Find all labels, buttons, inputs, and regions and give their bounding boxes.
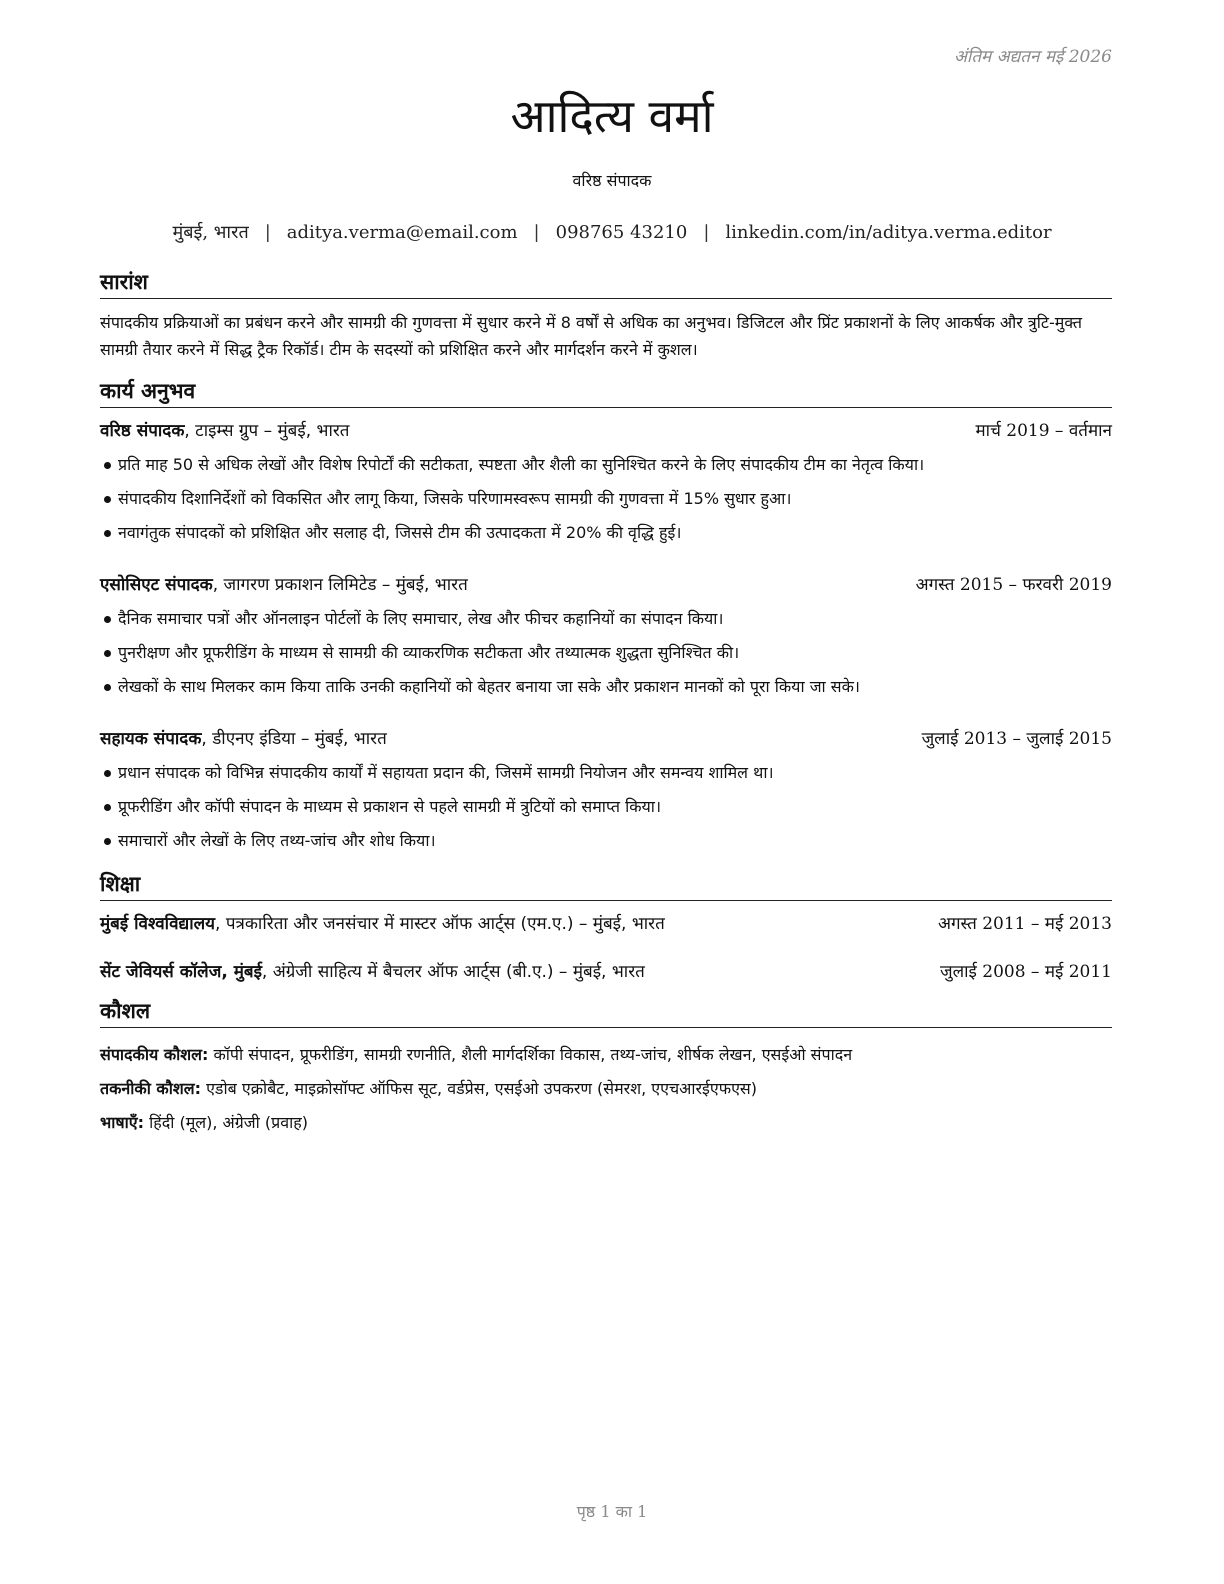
summary-heading: सारांश	[100, 268, 1112, 299]
education-dates: अगस्त 2011 – मई 2013	[937, 914, 1112, 934]
contact-line	[0, 220, 1224, 244]
contact-separator: |	[264, 222, 271, 243]
skill-value: हिंदी (मूल), अंग्रेजी (प्रवाह)	[144, 1113, 309, 1132]
education-entry	[100, 911, 1112, 937]
education-school: मुंबई विश्वविद्यालय	[100, 914, 216, 934]
candidate-role: वरिष्ठ संपादक	[572, 171, 652, 190]
job-bullet: दैनिक समाचार पत्रों और ऑनलाइन पोर्टलों के लिए समाचार, लेख और फीचर कहानियों का संपादन किया।	[100, 602, 1112, 636]
education-heading: शिक्षा	[100, 870, 1112, 901]
job-bullet: संपादकीय दिशानिर्देशों को विकसित और लागू किया, जिसके परिणामस्वरूप सामग्री की गुणवत्ता में 15% सुधार हुआ।	[100, 482, 1112, 516]
skill-value: एडोब एक्रोबैट, माइक्रोसॉफ्ट ऑफिस सूट, वर्डप्रेस, एसईओ उपकरण (सेमरश, एएचआरईएफएस)	[201, 1079, 757, 1098]
job-entry	[100, 726, 1112, 858]
job-bullet: प्रूफरीडिंग और कॉपी संपादन के माध्यम से प्रकाशन से पहले सामग्री में त्रुटियों को समाप्त किया।	[100, 790, 1112, 824]
job-bullet: प्रति माह 50 से अधिक लेखों और विशेष रिपोर्टों की सटीकता, स्पष्टता और शैली का सुनिश्चित करने के लिए संपादकीय टीम का नेतृत्व किया।	[100, 448, 1112, 482]
education-line	[100, 959, 645, 985]
education-dates: जुलाई 2008 – मई 2011	[939, 962, 1112, 982]
job-header	[100, 726, 1112, 752]
job-dates: जुलाई 2013 – जुलाई 2015	[921, 729, 1112, 749]
contact-separator: |	[533, 222, 540, 243]
job-bullet: समाचारों और लेखों के लिए तथ्य-जांच और शोध किया।	[100, 824, 1112, 858]
page-number: पृष्ठ 1 का 1	[576, 1502, 648, 1521]
job-bullets	[100, 448, 1112, 550]
skills-heading: कौशल	[100, 997, 1112, 1028]
skill-label: संपादकीय कौशल:	[100, 1045, 209, 1064]
job-position: सहायक संपादक	[100, 729, 202, 749]
job-title-line	[100, 572, 468, 598]
contact-separator: |	[703, 222, 710, 243]
job-entry	[100, 572, 1112, 704]
candidate-name: आदित्य वर्मा	[510, 89, 714, 143]
job-position: वरिष्ठ संपादक	[100, 421, 185, 441]
contact-phone[interactable]: 098765 43210	[555, 222, 688, 243]
job-header	[100, 572, 1112, 598]
job-title-line	[100, 418, 350, 444]
job-bullet: प्रधान संपादक को विभिन्न संपादकीय कार्यों में सहायता प्रदान की, जिसमें सामग्री नियोजन और समन्वय शामिल था।	[100, 756, 1112, 790]
contact-email[interactable]: aditya.verma@email.com	[286, 222, 518, 243]
skill-value: कॉपी संपादन, प्रूफरीडिंग, सामग्री रणनीति, शैली मार्गदर्शिका विकास, तथ्य-जांच, शीर्षक लेखन, एसईओ संपादन	[208, 1045, 853, 1064]
job-dates: मार्च 2019 – वर्तमान	[975, 421, 1112, 441]
job-entry	[100, 418, 1112, 550]
skill-row	[100, 1106, 1112, 1140]
job-header	[100, 418, 1112, 444]
job-bullet: पुनरीक्षण और प्रूफरीडिंग के माध्यम से सामग्री की व्याकरणिक सटीकता और तथ्यात्मक शुद्धता सुनिश्चित की।	[100, 636, 1112, 670]
education-school: सेंट जेवियर्स कॉलेज, मुंबई	[100, 962, 262, 982]
job-position: एसोसिएट संपादक	[100, 575, 213, 595]
job-bullets	[100, 756, 1112, 858]
contact-linkedin[interactable]: linkedin.com/in/aditya.verma.editor	[725, 222, 1052, 243]
contact-location: मुंबई, भारत	[172, 222, 249, 243]
last-updated: अंतिम अद्यतन मई 2026	[953, 47, 1112, 67]
skill-row	[100, 1072, 1112, 1106]
job-bullet: नवागंतुक संपादकों को प्रशिक्षित और सलाह दी, जिससे टीम की उत्पादकता में 20% की वृद्धि हुई।	[100, 516, 1112, 550]
job-org: , जागरण प्रकाशन लिमिटेड – मुंबई, भारत	[212, 575, 468, 595]
education-line	[100, 911, 665, 937]
resume-content	[100, 268, 1112, 1140]
experience-heading: कार्य अनुभव	[100, 377, 1112, 408]
job-bullet: लेखकों के साथ मिलकर काम किया ताकि उनकी कहानियों को बेहतर बनाया जा सके और प्रकाशन मानकों को पूरा किया जा सके।	[100, 670, 1112, 704]
summary-text: संपादकीय प्रक्रियाओं का प्रबंधन करने और सामग्री की गुणवत्ता में सुधार करने में 8 वर्षों से अधिक का अनुभव। डिजिटल और प्रिंट प्रकाशनों के लिए आकर्षक और त्रुटि-मुक्त सामग्री तैयार करने में सिद्ध ट्रैक रिकॉर्ड। टीम के सदस्यों को प्रशिक्षित करने और मार्गदर्शन करने में कुशल।	[100, 313, 1083, 359]
skill-row	[100, 1038, 1112, 1072]
job-dates: अगस्त 2015 – फरवरी 2019	[915, 575, 1112, 595]
education-detail: , पत्रकारिता और जनसंचार में मास्टर ऑफ आर्ट्स (एम.ए.) – मुंबई, भारत	[215, 914, 665, 934]
skill-label: तकनीकी कौशल:	[100, 1079, 201, 1098]
job-bullets	[100, 602, 1112, 704]
education-entry	[100, 959, 1112, 985]
education-detail: , अंग्रेजी साहित्य में बैचलर ऑफ आर्ट्स (बी.ए.) – मुंबई, भारत	[261, 962, 645, 982]
job-title-line	[100, 726, 387, 752]
job-org: , टाइम्स ग्रुप – मुंबई, भारत	[184, 421, 350, 441]
skill-label: भाषाएँ:	[100, 1113, 145, 1132]
job-org: , डीएनए इंडिया – मुंबई, भारत	[201, 729, 387, 749]
